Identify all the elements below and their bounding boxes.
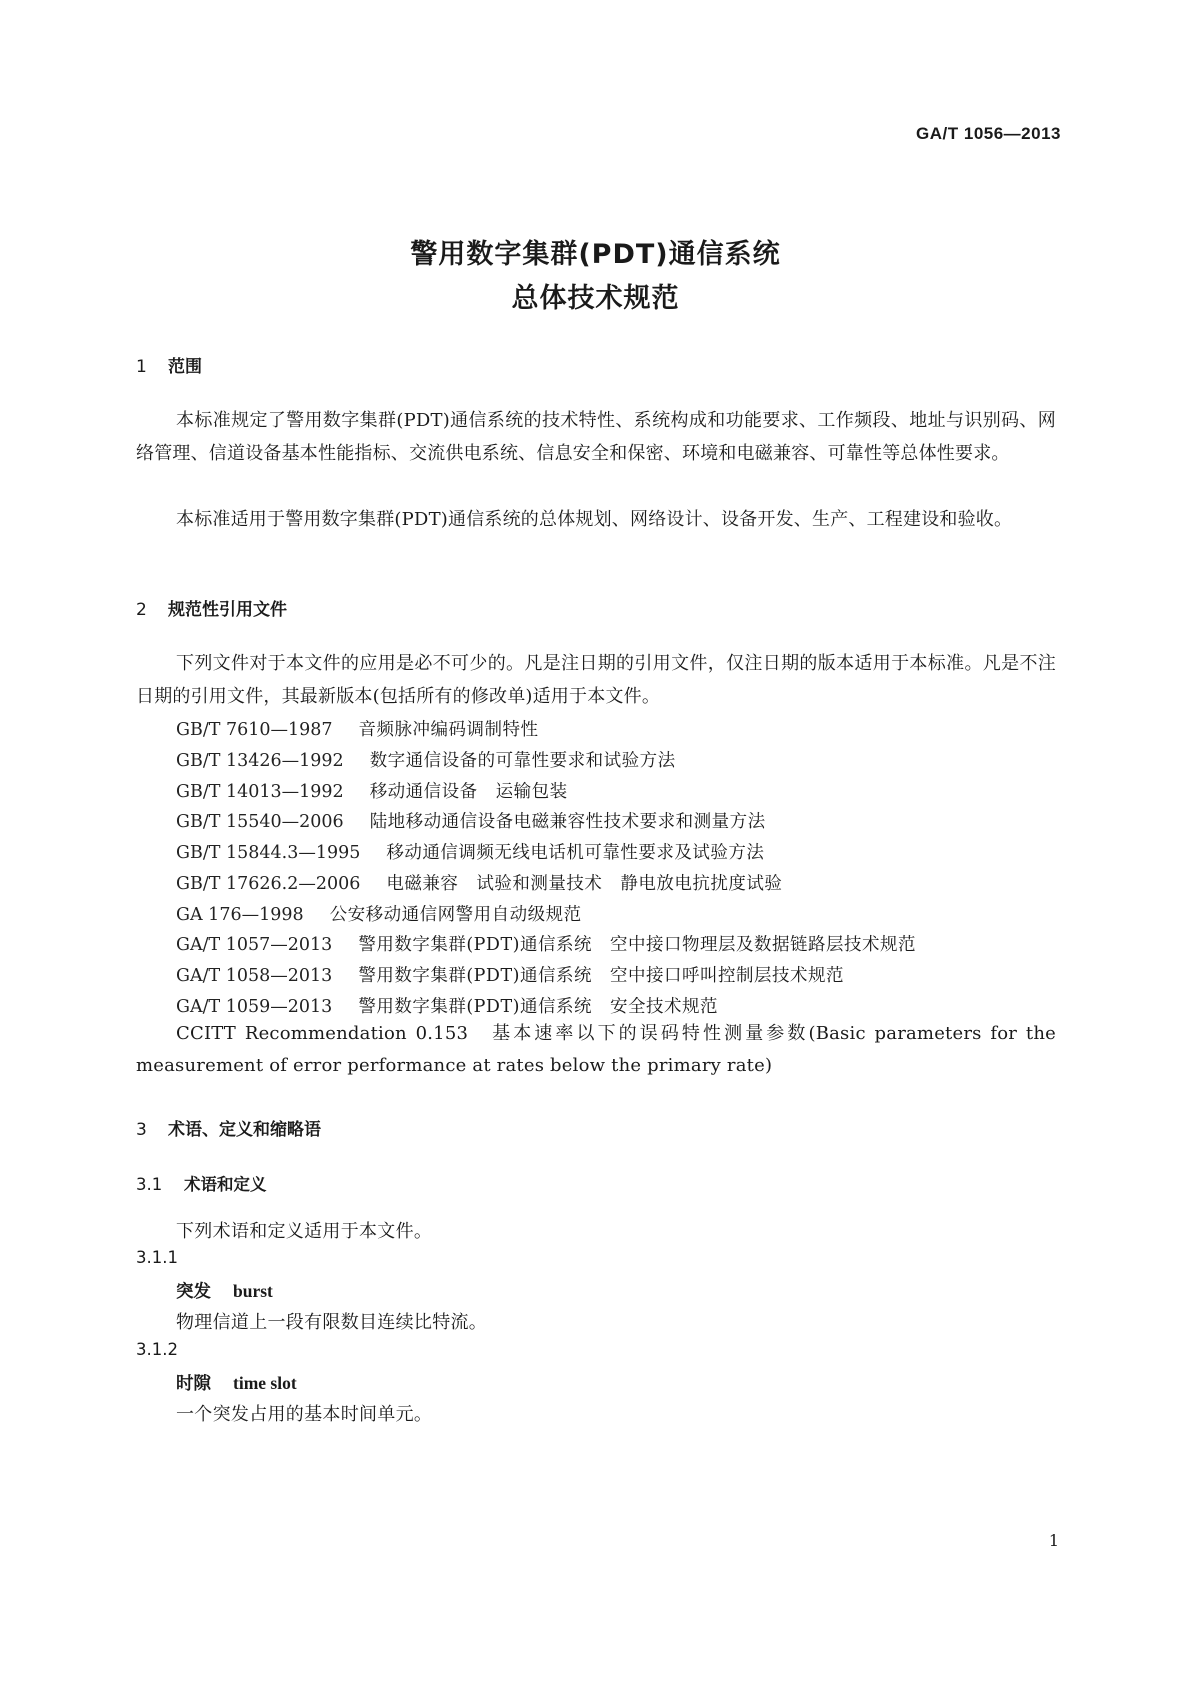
- section-number: 3: [136, 1120, 147, 1140]
- section-2-heading: [136, 595, 287, 620]
- reference-name: 移动通信调频无线电话机可靠性要求及试验方法: [386, 843, 765, 863]
- reference-item: [176, 747, 676, 772]
- document-title-line2: 总体技术规范: [511, 283, 680, 314]
- subsection-3-1-heading: [136, 1171, 267, 1195]
- subsection-number: 3.1: [136, 1175, 163, 1194]
- reference-name: 数字通信设备的可靠性要求和试验方法: [369, 751, 676, 771]
- section-number: 1: [136, 357, 147, 377]
- section-title: 范围: [168, 357, 202, 377]
- reference-item: [176, 839, 764, 864]
- reference-code: GA/T 1059—2013: [176, 997, 333, 1017]
- reference-item: [176, 993, 718, 1018]
- document-title-line1: 警用数字集群(PDT)通信系统: [410, 239, 781, 270]
- term-number: 3.1.1: [136, 1248, 178, 1267]
- reference-name: 电磁兼容 试验和测量技术 静电放电抗扰度试验: [386, 874, 783, 894]
- terms-intro: 下列术语和定义适用于本文件。: [176, 1221, 433, 1242]
- ccitt-reference: CCITT Recommendation 0.153 基本速率以下的误码特性测量参数(Basic parameters for the measurement of error performance at rates below the primary rate): [136, 1023, 1056, 1076]
- section-number: 2: [136, 600, 147, 620]
- reference-code: GB/T 17626.2—2006: [176, 874, 361, 894]
- reference-code: GA 176—1998: [176, 905, 304, 925]
- reference-item: [176, 931, 916, 956]
- reference-item: [176, 901, 582, 926]
- subsection-title: 术语和定义: [184, 1175, 267, 1194]
- reference-code: GA/T 1057—2013: [176, 935, 333, 955]
- reference-name: 移动通信设备 运输包装: [369, 782, 568, 802]
- reference-name: 警用数字集群(PDT)通信系统 空中接口呼叫控制层技术规范: [358, 966, 844, 986]
- reference-item: [176, 870, 782, 895]
- term-en: burst: [233, 1281, 273, 1301]
- reference-name: 音频脉冲编码调制特性: [358, 720, 539, 740]
- term-zh: 突发: [176, 1282, 211, 1302]
- reference-item: [176, 808, 766, 833]
- section-title: 术语、定义和缩略语: [168, 1120, 321, 1140]
- scope-paragraph-1: 本标准规定了警用数字集群(PDT)通信系统的技术特性、系统构成和功能要求、工作频段、地址与识别码、网络管理、信道设备基本性能指标、交流供电系统、信息安全和保密、环境和电磁兼容、可靠性等总体性要求。: [136, 410, 1056, 464]
- reference-item: [176, 778, 568, 803]
- reference-item: [176, 716, 539, 741]
- references-intro: 下列文件对于本文件的应用是必不可少的。凡是注日期的引用文件，仅注日期的版本适用于本标准。凡是不注日期的引用文件，其最新版本(包括所有的修改单)适用于本文件。: [136, 653, 1056, 707]
- reference-name: 警用数字集群(PDT)通信系统 空中接口物理层及数据链路层技术规范: [358, 935, 916, 955]
- term-heading: [176, 1370, 297, 1395]
- scope-paragraph-2: 本标准适用于警用数字集群(PDT)通信系统的总体规划、网络设计、设备开发、生产、工程建设和验收。: [176, 509, 1013, 530]
- term-number: 3.1.2: [136, 1340, 178, 1359]
- reference-code: GA/T 1058—2013: [176, 966, 333, 986]
- section-title: 规范性引用文件: [168, 600, 287, 620]
- reference-name: 公安移动通信网警用自动级规范: [329, 905, 582, 925]
- term-zh: 时隙: [176, 1374, 211, 1394]
- section-3-heading: [136, 1115, 321, 1140]
- page-number: 1: [1048, 1531, 1059, 1550]
- section-1-heading: [136, 352, 202, 377]
- standard-number: GA/T 1056—2013: [916, 124, 1061, 143]
- reference-code: GB/T 13426—1992: [176, 751, 344, 771]
- term-definition: 一个突发占用的基本时间单元。: [176, 1404, 433, 1425]
- reference-name: 警用数字集群(PDT)通信系统 安全技术规范: [358, 997, 718, 1017]
- term-en: time slot: [233, 1373, 297, 1393]
- reference-code: GB/T 15540—2006: [176, 812, 344, 832]
- reference-code: GB/T 14013—1992: [176, 782, 344, 802]
- term-definition: 物理信道上一段有限数目连续比特流。: [176, 1312, 488, 1333]
- reference-item: [176, 962, 844, 987]
- reference-code: GB/T 15844.3—1995: [176, 843, 361, 863]
- reference-name: 陆地移动通信设备电磁兼容性技术要求和测量方法: [369, 812, 766, 832]
- reference-code: GB/T 7610—1987: [176, 720, 333, 740]
- term-heading: [176, 1278, 273, 1303]
